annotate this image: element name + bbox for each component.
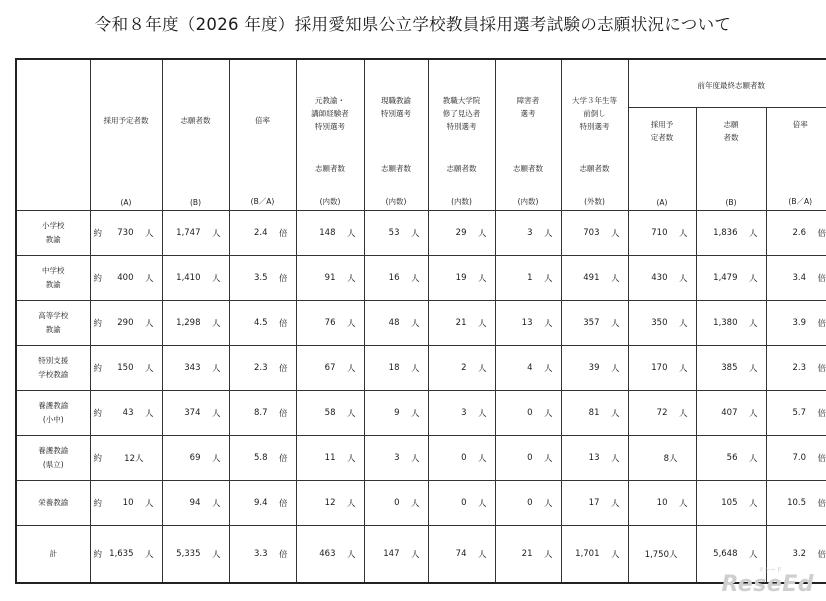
cell-prev-recruit: 710 人 [628, 211, 696, 256]
cell-current: 3 人 [364, 436, 428, 481]
cell-disab: 21 人 [495, 526, 561, 584]
cell-applicants: 69 人 [162, 436, 229, 481]
cell-grad: 74 人 [428, 526, 495, 584]
cell-prev-ratio: 3.4 倍 [766, 256, 826, 301]
cell-applicants: 343 人 [162, 346, 229, 391]
cell-former: 463 人 [296, 526, 364, 584]
cell-ratio: 2.4 倍 [229, 211, 296, 256]
header-univ3: 大学３年生等 前倒し 特別選考 志願者数 (外数) [561, 59, 628, 211]
cell-prev-recruit: 350 人 [628, 301, 696, 346]
cell-grad: 21 人 [428, 301, 495, 346]
header-prev-recruit: 採用予 定者数 (A) [628, 107, 696, 210]
cell-prev-ratio: 7.0 倍 [766, 436, 826, 481]
cell-former: 148 人 [296, 211, 364, 256]
cell-recruit: 約 10 人 [90, 481, 162, 526]
cell-prev-recruit: 72 人 [628, 391, 696, 436]
cell-former: 67 人 [296, 346, 364, 391]
cell-former: 11 人 [296, 436, 364, 481]
cell-prev-ratio: 3.9 倍 [766, 301, 826, 346]
header-prev-applicants: 志願 者数 (B) [696, 107, 766, 210]
cell-disab: 0 人 [495, 481, 561, 526]
cell-recruit: 約 43 人 [90, 391, 162, 436]
cell-ratio: 4.5 倍 [229, 301, 296, 346]
cell-ratio: 2.3 倍 [229, 346, 296, 391]
cell-current: 9 人 [364, 391, 428, 436]
applicant-table [15, 58, 826, 584]
cell-ratio: 9.4 倍 [229, 481, 296, 526]
table-row [16, 436, 826, 481]
header-category [16, 59, 90, 211]
cell-prev-applicants: 56 人 [696, 436, 766, 481]
cell-disab: 3 人 [495, 211, 561, 256]
cell-applicants: 1,298 人 [162, 301, 229, 346]
cell-recruit: 約 12人 [90, 436, 162, 481]
cell-applicants: 374 人 [162, 391, 229, 436]
cell-prev-applicants: 1,380 人 [696, 301, 766, 346]
table-row [16, 391, 826, 436]
header-grad: 教職大学院 修了見込者 特別選考 志願者数 (内数) [428, 59, 495, 211]
cell-univ3: 1,701 人 [561, 526, 628, 584]
row-category: 中学校 教諭 [16, 256, 90, 301]
cell-prev-recruit: 8人 [628, 436, 696, 481]
cell-grad: 2 人 [428, 346, 495, 391]
watermark-logo: ReseEd [721, 572, 814, 597]
row-category: 計 [16, 526, 90, 584]
cell-former: 91 人 [296, 256, 364, 301]
cell-current: 147 人 [364, 526, 428, 584]
cell-prev-ratio: 3.2 倍 [766, 526, 826, 584]
table-row [16, 481, 826, 526]
cell-recruit: 約 150 人 [90, 346, 162, 391]
header-current: 現職教諭 特別選考 志願者数 (内数) [364, 59, 428, 211]
cell-univ3: 17 人 [561, 481, 628, 526]
cell-univ3: 491 人 [561, 256, 628, 301]
table-row [16, 526, 826, 584]
page-title: 令和８年度（2026 年度）採用愛知県公立学校教員採用選考試験の志願状況について [94, 15, 732, 34]
cell-recruit: 約 400 人 [90, 256, 162, 301]
row-category: 養護教諭 (県立) [16, 436, 90, 481]
cell-univ3: 357 人 [561, 301, 628, 346]
cell-ratio: 3.5 倍 [229, 256, 296, 301]
header-prev-ratio: 倍率 (B／A) [766, 107, 826, 210]
cell-prev-recruit: 430 人 [628, 256, 696, 301]
cell-recruit: 約 730 人 [90, 211, 162, 256]
cell-prev-recruit: 10 人 [628, 481, 696, 526]
cell-former: 12 人 [296, 481, 364, 526]
header-prev-group: 前年度最終志願者数 [628, 59, 826, 107]
table-row [16, 256, 826, 301]
cell-former: 58 人 [296, 391, 364, 436]
cell-disab: 0 人 [495, 391, 561, 436]
cell-grad: 19 人 [428, 256, 495, 301]
header-ratio: 倍率 (B／A) [229, 59, 296, 211]
cell-prev-applicants: 385 人 [696, 346, 766, 391]
cell-current: 16 人 [364, 256, 428, 301]
cell-current: 18 人 [364, 346, 428, 391]
cell-current: 53 人 [364, 211, 428, 256]
cell-disab: 4 人 [495, 346, 561, 391]
cell-ratio: 5.8 倍 [229, 436, 296, 481]
cell-current: 48 人 [364, 301, 428, 346]
cell-applicants: 94 人 [162, 481, 229, 526]
cell-prev-ratio: 10.5 倍 [766, 481, 826, 526]
cell-former: 76 人 [296, 301, 364, 346]
cell-univ3: 13 人 [561, 436, 628, 481]
cell-prev-ratio: 2.3 倍 [766, 346, 826, 391]
cell-applicants: 1,747 人 [162, 211, 229, 256]
header-disab: 障害者 選考 志願者数 (内数) [495, 59, 561, 211]
cell-univ3: 81 人 [561, 391, 628, 436]
row-category: 小学校 教諭 [16, 211, 90, 256]
header-recruit: 採用予定者数 (A) [90, 59, 162, 211]
cell-ratio: 8.7 倍 [229, 391, 296, 436]
cell-grad: 0 人 [428, 481, 495, 526]
cell-grad: 29 人 [428, 211, 495, 256]
cell-univ3: 39 人 [561, 346, 628, 391]
cell-disab: 13 人 [495, 301, 561, 346]
header-applicants: 志願者数 (B) [162, 59, 229, 211]
cell-applicants: 5,335 人 [162, 526, 229, 584]
row-category: 栄養教諭 [16, 481, 90, 526]
cell-disab: 1 人 [495, 256, 561, 301]
row-category: 高等学校 教諭 [16, 301, 90, 346]
cell-prev-applicants: 5,648 人 [696, 526, 766, 584]
table-row [16, 211, 826, 256]
cell-applicants: 1,410 人 [162, 256, 229, 301]
cell-ratio: 3.3 倍 [229, 526, 296, 584]
cell-prev-recruit: 170 人 [628, 346, 696, 391]
cell-prev-applicants: 407 人 [696, 391, 766, 436]
cell-prev-ratio: 2.6 倍 [766, 211, 826, 256]
table-row [16, 346, 826, 391]
cell-prev-applicants: 1,479 人 [696, 256, 766, 301]
header-former: 元教諭・ 講師経験者 特別選考 志願者数 (内数) [296, 59, 364, 211]
cell-grad: 0 人 [428, 436, 495, 481]
table-row [16, 301, 826, 346]
cell-prev-applicants: 105 人 [696, 481, 766, 526]
watermark-sub: リシード [757, 567, 782, 574]
cell-prev-ratio: 5.7 倍 [766, 391, 826, 436]
cell-univ3: 703 人 [561, 211, 628, 256]
cell-disab: 0 人 [495, 436, 561, 481]
cell-recruit: 約 290 人 [90, 301, 162, 346]
row-category: 養護教諭 (小中) [16, 391, 90, 436]
cell-current: 0 人 [364, 481, 428, 526]
row-category: 特別支援 学校教諭 [16, 346, 90, 391]
cell-prev-applicants: 1,836 人 [696, 211, 766, 256]
cell-prev-recruit: 1,750人 [628, 526, 696, 584]
cell-recruit: 約 1,635 人 [90, 526, 162, 584]
cell-grad: 3 人 [428, 391, 495, 436]
